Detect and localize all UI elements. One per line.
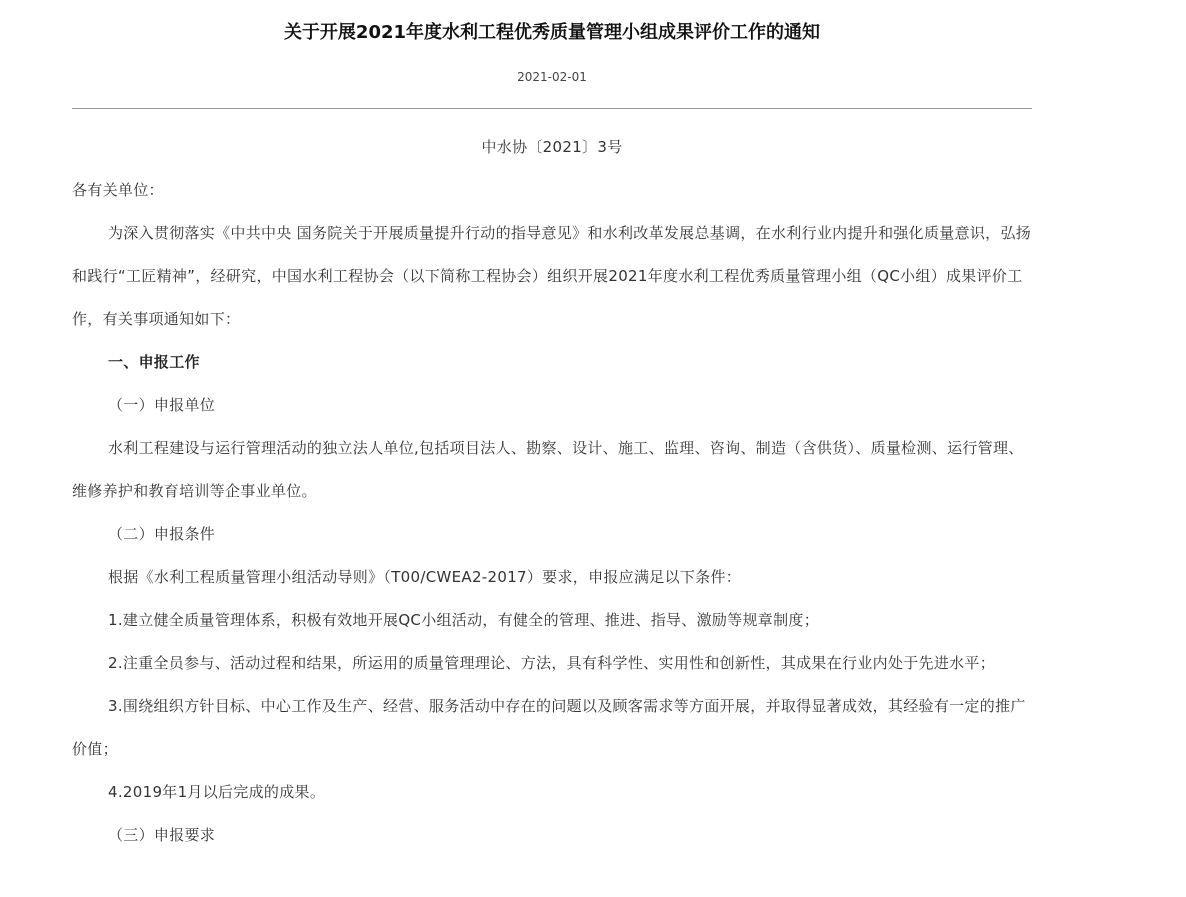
article bbox=[72, 0, 1032, 857]
subsection-heading: （二）申报条件 bbox=[108, 525, 216, 543]
list-item: 4.2019年1月以后完成的成果。 bbox=[108, 783, 326, 801]
intro-paragraph: 为深入贯彻落实《中共中央 国务院关于开展质量提升行动的指导意见》和水利改革发展总基调，在水利行业内提升和强化质量意识，弘扬和践行“工匠精神”，经研究，中国水利工程协会（以下简称工程协会）组织开展2021年度水利工程优秀质量管理小组（QC小组）成果评价工作，有关事项通知如下： bbox=[72, 224, 1032, 328]
doc-number: 中水协〔2021〕3号 bbox=[481, 138, 623, 156]
paragraph: 根据《水利工程质量管理小组活动导则》（T00/CWEA2-2017）要求，申报应满足以下条件： bbox=[108, 568, 742, 586]
article-body bbox=[72, 126, 1032, 857]
salutation: 各有关单位： bbox=[72, 181, 164, 199]
list-item: 1.建立健全质量管理体系，积极有效地开展QC小组活动，有健全的管理、推进、指导、激励等规章制度； bbox=[108, 611, 819, 629]
divider bbox=[72, 108, 1032, 109]
paragraph: 水利工程建设与运行管理活动的独立法人单位,包括项目法人、勘察、设计、施工、监理、咨询、制造（含供货）、质量检测、运行管理、维修养护和教育培训等企事业单位。 bbox=[72, 439, 1024, 500]
section-heading: 一、申报工作 bbox=[108, 353, 200, 371]
publish-date: 2021-02-01 bbox=[517, 70, 587, 84]
list-item: 3.围绕组织方针目标、中心工作及生产、经营、服务活动中存在的问题以及顾客需求等方面开展，并取得显著成效，其经验有一定的推广价值； bbox=[72, 697, 1026, 758]
subsection-heading: （三）申报要求 bbox=[108, 826, 216, 844]
list-item: 2.注重全员参与、活动过程和结果，所运用的质量管理理论、方法，具有科学性、实用性和创新性，其成果在行业内处于先进水平； bbox=[108, 654, 996, 672]
subsection-heading: （一）申报单位 bbox=[108, 396, 216, 414]
page-title: 关于开展2021年度水利工程优秀质量管理小组成果评价工作的通知 bbox=[283, 22, 821, 43]
